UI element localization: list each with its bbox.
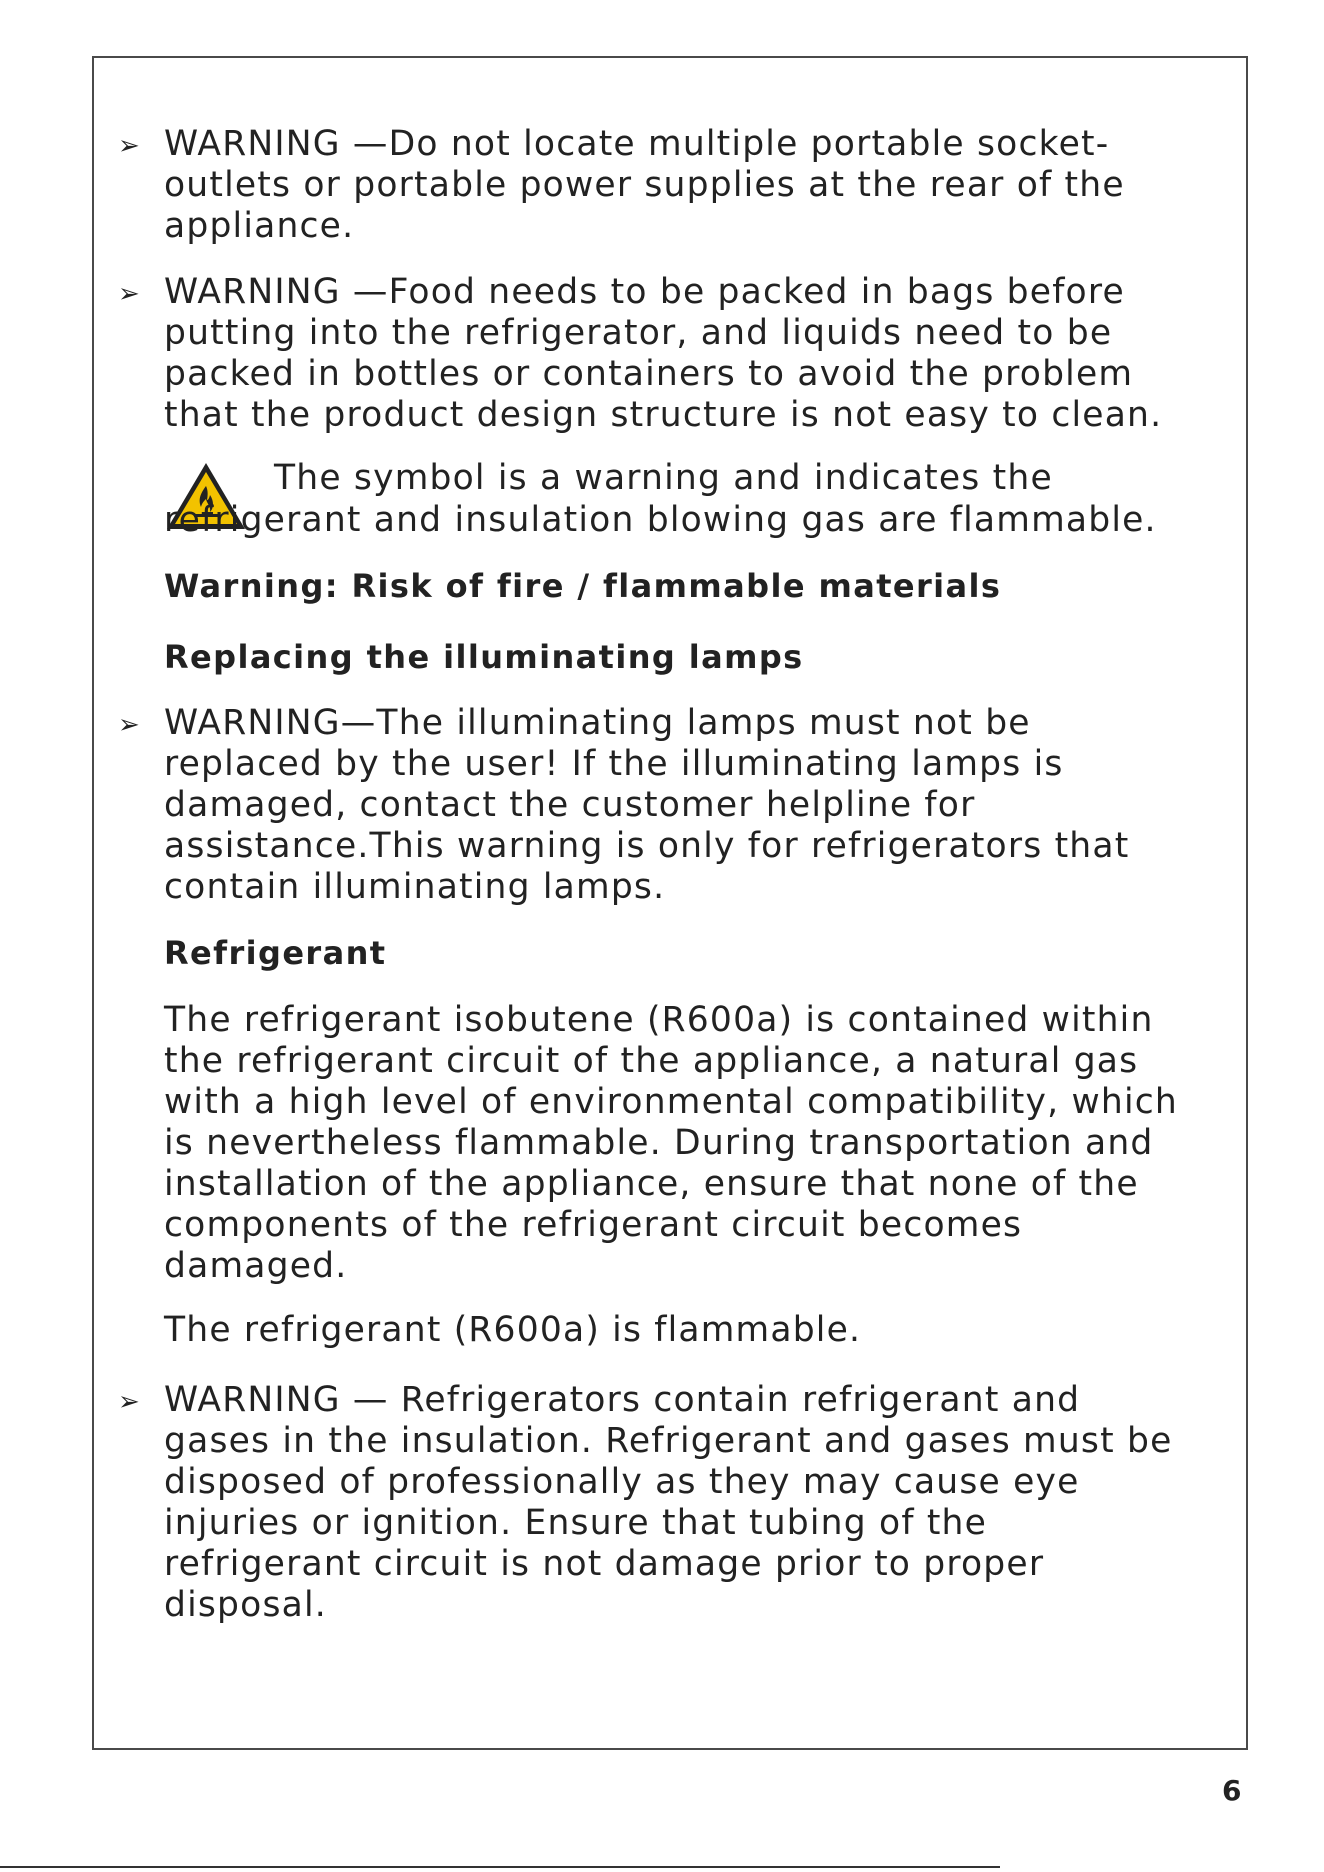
text-line: gases in the insulation. Refrigerant and gases must be: [164, 1421, 1173, 1461]
text-line: disposed of professionally as they may cause eye: [164, 1462, 1080, 1502]
warning-food-packing: [164, 272, 1214, 436]
warning-refrigerant-disposal: [164, 1380, 1214, 1626]
text-line: replaced by the user! If the illuminating lamps is: [164, 744, 1064, 784]
bullet-arrow-icon: ➢: [118, 131, 140, 161]
heading-refrigerant: Refrigerant: [164, 934, 387, 972]
heading-fire-warning: Warning: Risk of fire / flammable materials: [164, 567, 1002, 605]
text-line: The refrigerant isobutene (R600a) is contained within: [164, 1000, 1154, 1040]
text-line: with a high level of environmental compatibility, which: [164, 1082, 1178, 1122]
bottom-divider: [0, 1866, 1000, 1868]
text-line: WARNING —Do not locate multiple portable socket-: [164, 124, 1110, 164]
flammable-symbol-text-continued: refrigerant and insulation blowing gas are flammable.: [164, 500, 1157, 540]
refrigerant-paragraph: [164, 1000, 1214, 1287]
flammable-symbol-text: The symbol is a warning and indicates the: [274, 458, 1053, 498]
text-line: damaged, contact the customer helpline for: [164, 785, 976, 825]
bullet-arrow-icon: ➢: [118, 710, 140, 740]
page-number: 6: [1222, 1774, 1242, 1807]
text-line: WARNING—The illuminating lamps must not be: [164, 703, 1031, 743]
text-line: contain illuminating lamps.: [164, 867, 666, 907]
text-line: WARNING —Food needs to be packed in bags before: [164, 272, 1125, 312]
text-line: installation of the appliance, ensure that none of the: [164, 1164, 1139, 1204]
text-line: appliance.: [164, 206, 355, 246]
warning-illuminating-lamps: [164, 703, 1214, 908]
text-line: assistance.This warning is only for refrigerators that: [164, 826, 1130, 866]
text-line: injuries or ignition. Ensure that tubing of the: [164, 1503, 988, 1543]
text-line: components of the refrigerant circuit becomes: [164, 1205, 1023, 1245]
text-line: putting into the refrigerator, and liquids need to be: [164, 313, 1113, 353]
text-line: that the product design structure is not easy to clean.: [164, 395, 1163, 435]
refrigerant-flammable-note: The refrigerant (R600a) is flammable.: [164, 1310, 862, 1350]
text-line: WARNING — Refrigerators contain refrigerant and: [164, 1380, 1081, 1420]
heading-replacing-lamps: Replacing the illuminating lamps: [164, 638, 804, 676]
bullet-arrow-icon: ➢: [118, 279, 140, 309]
warning-socket-outlets: [164, 124, 1214, 247]
text-line: damaged.: [164, 1246, 348, 1286]
text-line: the refrigerant circuit of the appliance, a natural gas: [164, 1041, 1139, 1081]
text-line: is nevertheless flammable. During transportation and: [164, 1123, 1154, 1163]
text-line: outlets or portable power supplies at the rear of the: [164, 165, 1125, 205]
text-line: packed in bottles or containers to avoid the problem: [164, 354, 1134, 394]
text-line: disposal.: [164, 1585, 327, 1625]
bullet-arrow-icon: ➢: [118, 1387, 140, 1417]
text-line: refrigerant circuit is not damage prior to proper: [164, 1544, 1045, 1584]
